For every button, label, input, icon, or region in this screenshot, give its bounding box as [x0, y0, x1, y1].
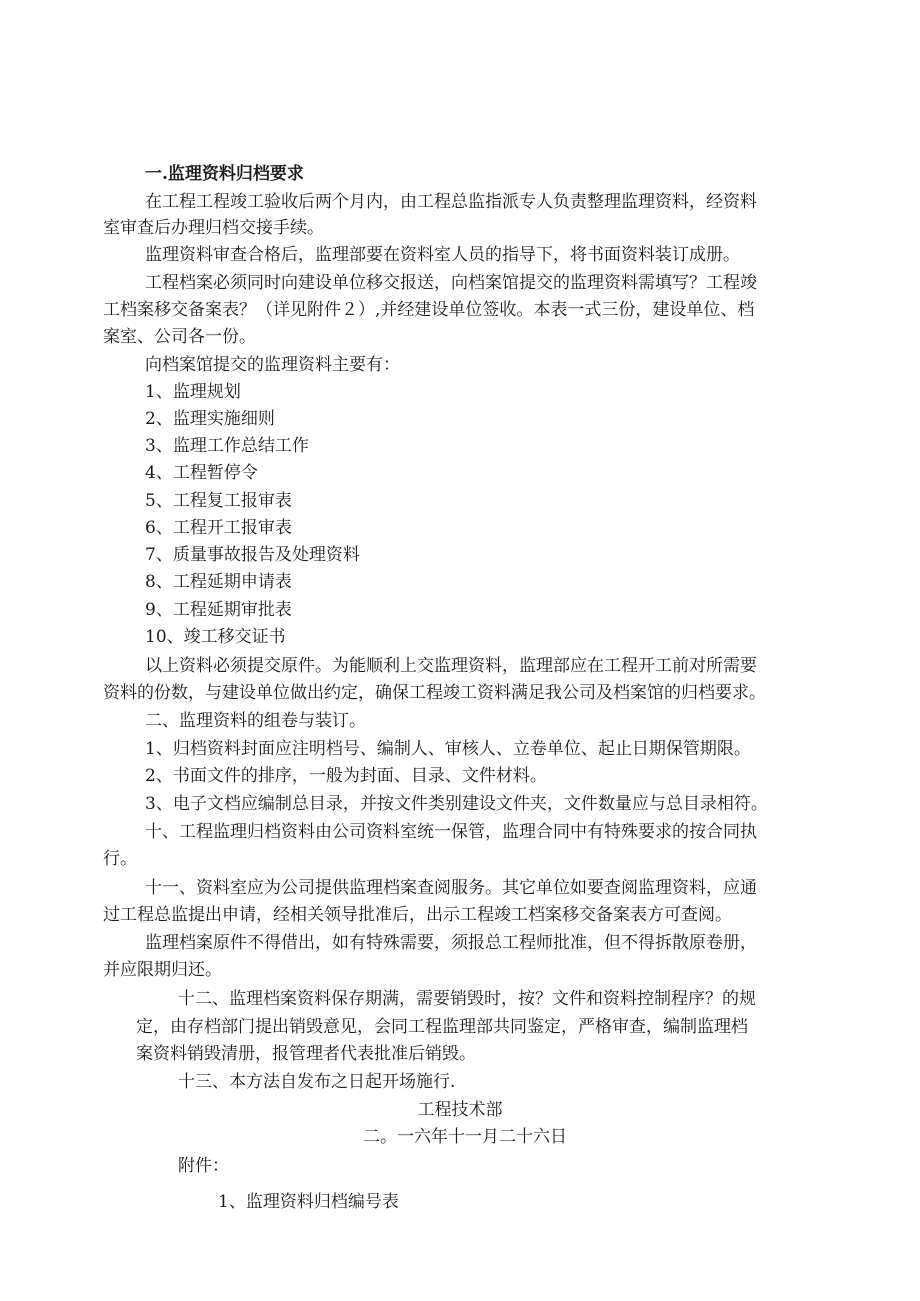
list-item: 7、质量事故报告及处理资料 [145, 545, 360, 565]
attachment-item: 1、监理资料归档编号表 [218, 1192, 399, 1212]
list-item: 3、电子文档应编制总目录，并按文件类别建设文件夹，文件数量应与总目录相符。 [145, 794, 768, 814]
list-item: 4、工程暂停令 [145, 463, 258, 483]
paragraph-line: 室审查后办理归档交接手续。 [103, 218, 324, 238]
list-item: 9、工程延期审批表 [145, 600, 292, 620]
paragraph-line: 监理资料审查合格后，监理部要在资料室人员的指导下，将书面资料装订成册。 [145, 245, 740, 265]
list-item: 6、工程开工报审表 [145, 518, 292, 538]
list-item: 1、监理规划 [145, 382, 241, 402]
paragraph-line: 工程档案必须同时向建设单位移交报送，向档案馆提交的监理资料需填写？工程竣 [145, 273, 757, 293]
section-1-heading: 一.监理资料归档要求 [145, 164, 304, 184]
paragraph-line: 并应限期归还。 [103, 960, 222, 980]
list-intro: 向档案馆提交的监理资料主要有： [145, 355, 400, 375]
paragraph-line: 工档案移交备案表？（详见附件２）,并经建设单位签收。本表一式三份，建设单位、档 [103, 300, 755, 320]
paragraph-line: 十二、监理档案资料保存期满，需要销毁时，按？文件和资料控制程序？的规 [178, 989, 756, 1009]
section-2-heading: 二、监理资料的组卷与装订。 [145, 711, 366, 731]
list-item: 10、竣工移交证书 [145, 627, 286, 647]
paragraph-line: 监理档案原件不得借出，如有特殊需要，须报总工程师批准，但不得拆散原卷册， [145, 933, 757, 953]
paragraph-line: 在工程工程竣工验收后两个月内，由工程总监指派专人负责整理监理资料，经资料 [145, 192, 757, 212]
paragraph-line: 定，由存档部门提出销毁意见，会同工程监理部共同鉴定，严格审查，编制监理档 [136, 1017, 748, 1037]
signature-date: 二。一六年十一月二十六日 [363, 1127, 567, 1147]
paragraph-line: 以上资料必须提交原件。为能顺利上交监理资料，监理部应在工程开工前对所需要 [145, 656, 757, 676]
paragraph-line: 十一、资料室应为公司提供监理档案查阅服务。其它单位如要查阅监理资料，应通 [145, 878, 757, 898]
list-item: 8、工程延期申请表 [145, 572, 292, 592]
list-item: 5、工程复工报审表 [145, 491, 292, 511]
list-item: 2、书面文件的排序，一般为封面、目录、文件材料。 [145, 766, 547, 786]
list-item: 3、监理工作总结工作 [145, 436, 309, 456]
section-13: 十三、本方法自发布之日起开场施行. [178, 1072, 456, 1092]
paragraph-line: 行。 [103, 849, 137, 869]
paragraph-line: 案资料销毁清册，报管理者代表批准后销毁。 [136, 1044, 476, 1064]
paragraph-line: 资料的份数，与建设单位做出约定，确保工程竣工资料满足我公司及档案馆的归档要求。 [103, 683, 766, 703]
attachments-label: 附件： [178, 1156, 229, 1176]
paragraph-line: 过工程总监提出申请，经相关领导批准后，出示工程竣工档案移交备案表方可查阅。 [103, 905, 732, 925]
signature-department: 工程技术部 [417, 1100, 503, 1120]
list-item: 2、监理实施细则 [145, 409, 275, 429]
list-item: 1、归档资料封面应注明档号、编制人、审核人、立卷单位、起止日期保管期限。 [145, 739, 751, 759]
paragraph-line: 案室、公司各一份。 [103, 327, 256, 347]
paragraph-line: 十、工程监理归档资料由公司资料室统一保管，监理合同中有特殊要求的按合同执 [145, 822, 757, 842]
